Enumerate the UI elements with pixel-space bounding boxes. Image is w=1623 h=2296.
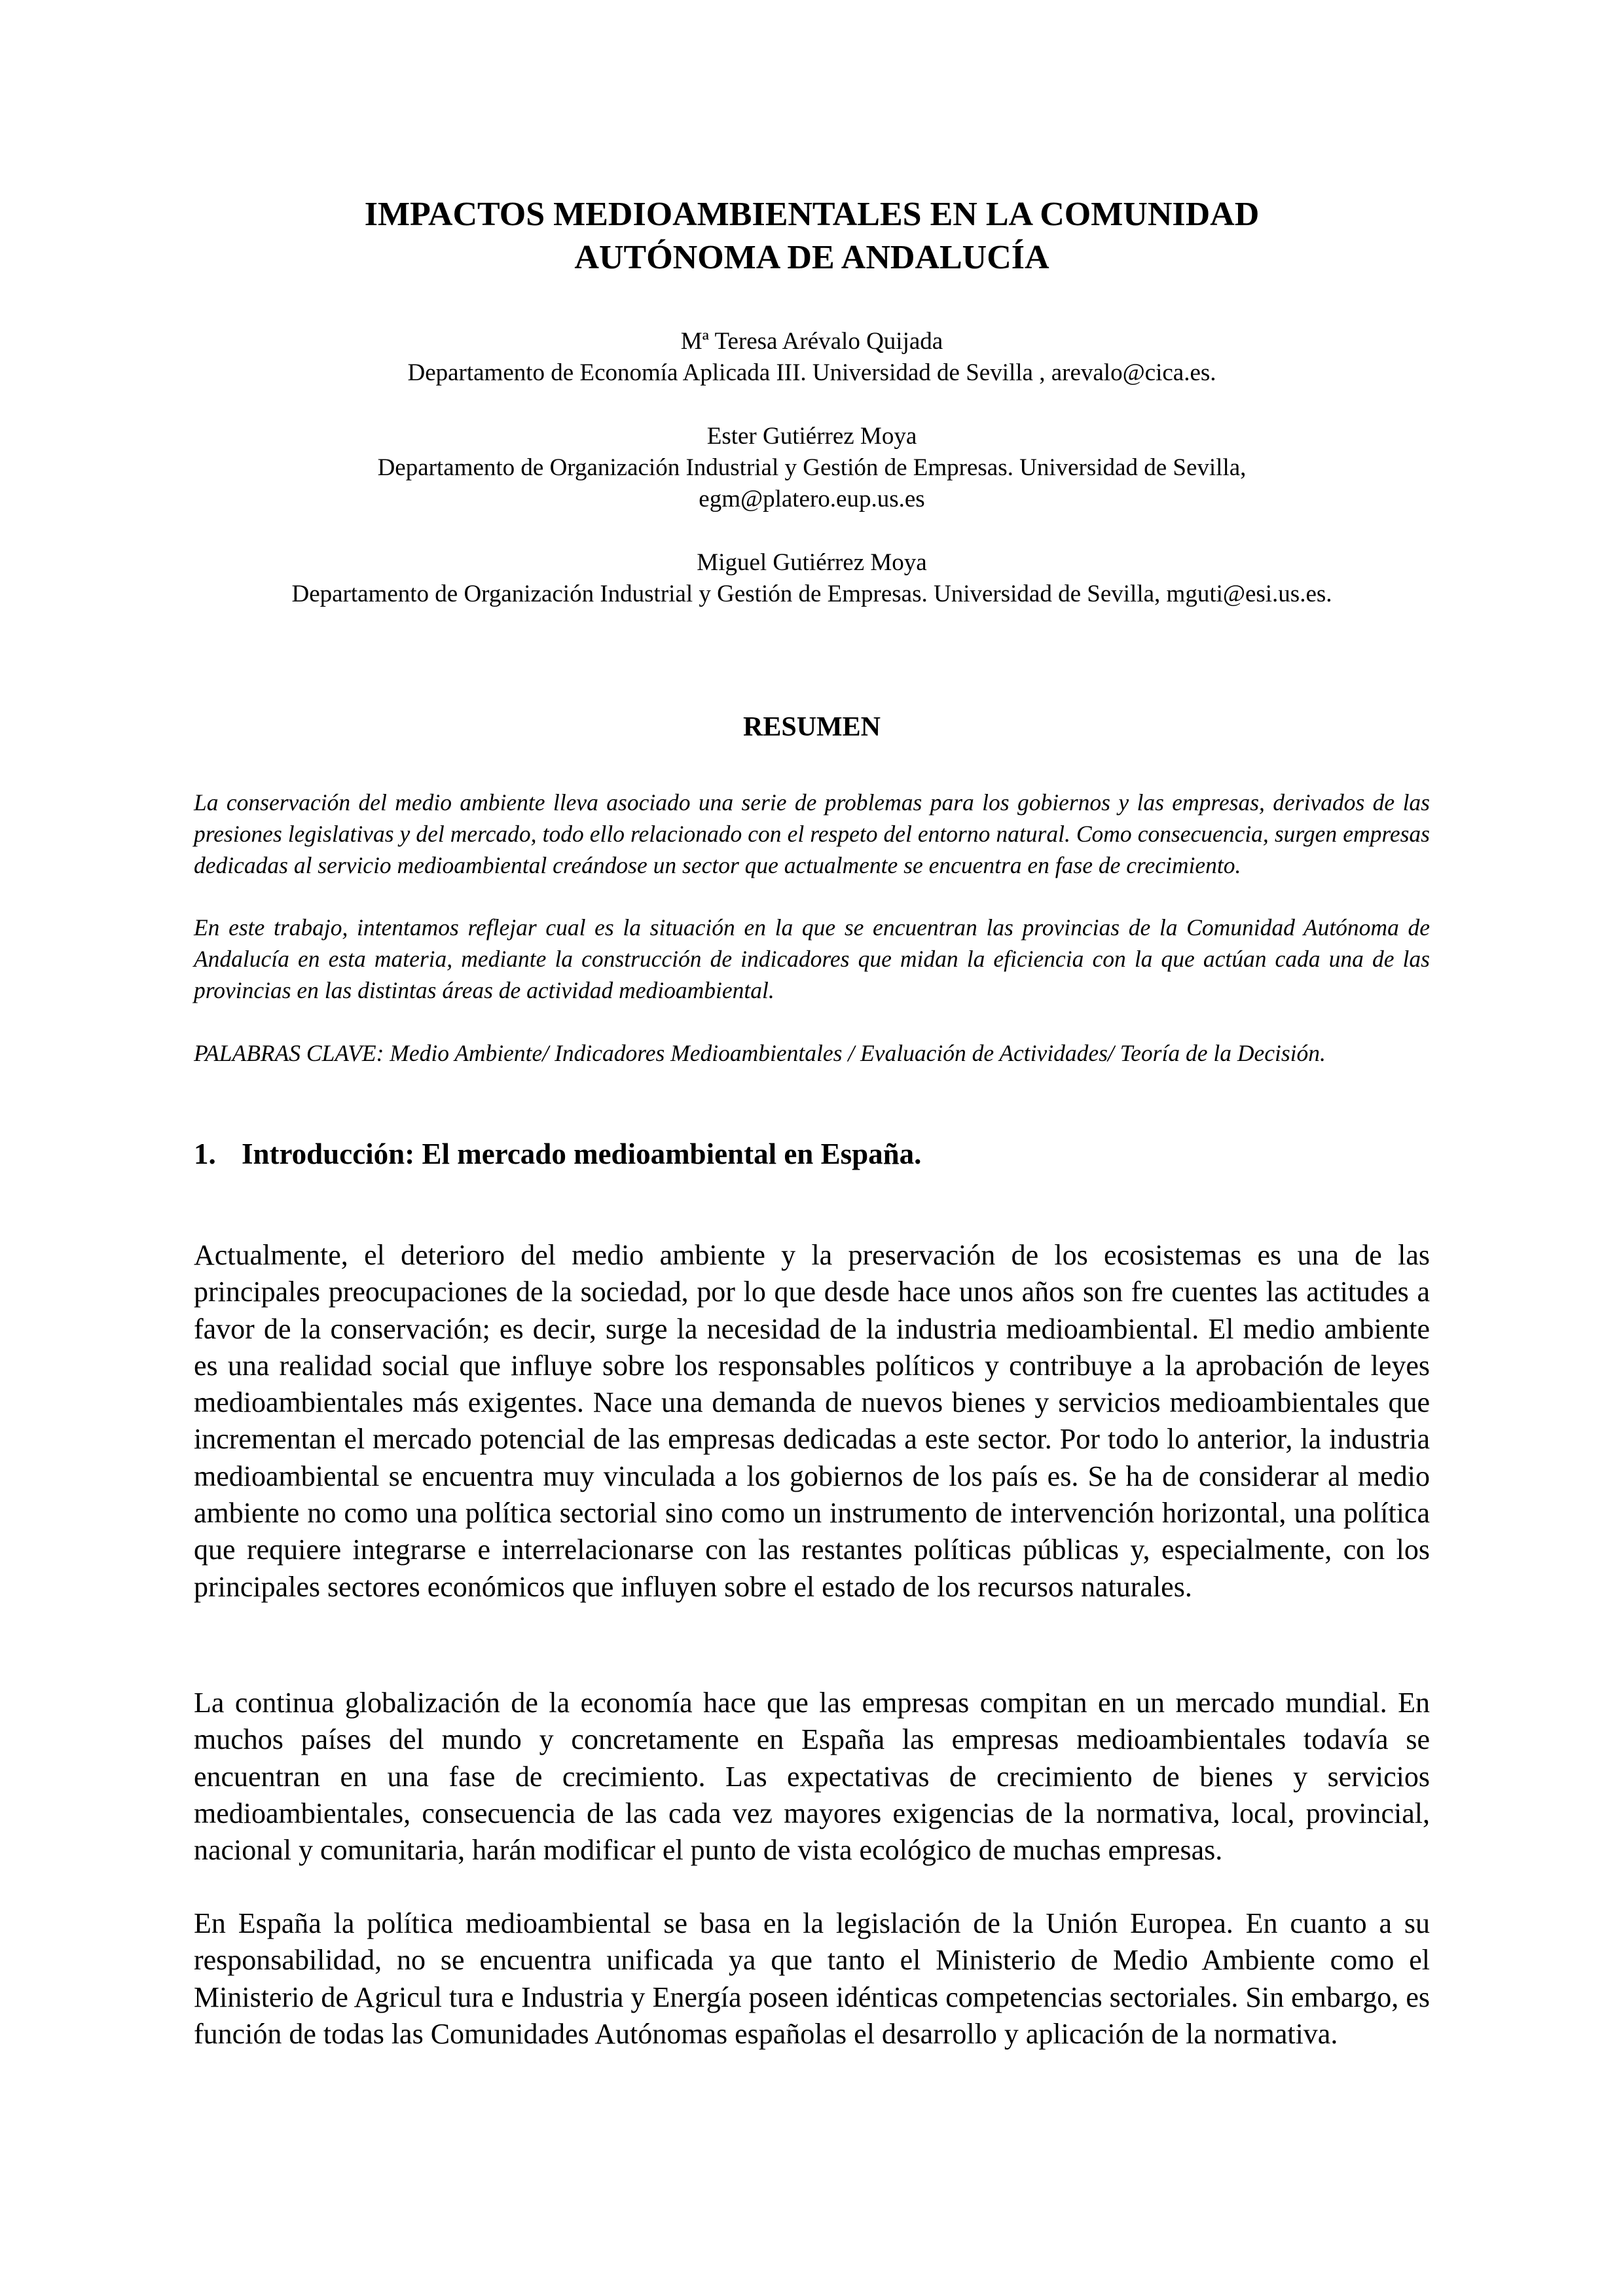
author-block-2 — [131, 421, 1493, 515]
body-paragraph-1: Actualmente, el deterioro del medio ambiente y la preservación de los ecosistemas es una de las principales preocupaciones de la sociedad, por lo que desde hace unos años son fre cuentes las actitudes a favor de la conservación; es decir, surge la necesidad de la industria medioambiental. El medio ambiente es una realidad social que influye sobre los responsables políticos y contribuye a la aprobación de leyes medioambientales más exigentes. Nace una demanda de nuevos bienes y servicios medioambientales que incrementan el mercado potencial de las empresas dedicadas a este sector. Por todo lo anterior, la industria medioambiental se encuentra muy vinculada a los gobiernos de los país es. Se ha de considerar al medio ambiente no como una política sectorial sino como un instrumento de intervención horizontal, una política que requiere integrarse e interrelacionarse con las restantes políticas públicas y, especialmente, con los principales sectores económicos que influyen sobre el estado de los recursos naturales. — [194, 1239, 1430, 1603]
section-number: 1. — [194, 1138, 216, 1170]
author-name: Mª Teresa Arévalo Quijada — [680, 328, 943, 355]
paper-title-line-1: IMPACTOS MEDIOAMBIENTALES EN LA COMUNIDAD — [364, 196, 1260, 233]
abstract-paragraph-1: La conservación del medio ambiente lleva asociado una serie de problemas para los gobiernos y las empresas, derivados de las presiones legislativas y del mercado, todo ello relacionado con el respeto del entorno natural. Como consecuencia, surgen empresas dedicadas al servicio medioambiental creándose un sector que actualmente se encuentra en fase de crecimiento. — [194, 789, 1430, 878]
author-name: Miguel Gutiérrez Moya — [697, 549, 927, 576]
author-affiliation: Departamento de Economía Aplicada III. Universidad de Sevilla , arevalo@cica.es. — [407, 359, 1216, 386]
author-block-1 — [131, 326, 1493, 389]
body-paragraph-2: La continua globalización de la economía hace que las empresas compitan en un mercado mundial. En muchos países del mundo y concretamente en España las empresas medioambientales todavía se encuentran en una fase de crecimiento. Las expectativas de crecimiento de bienes y servicios medioambientales, consecuencia de las cada vez mayores exigencias de la normativa, local, provincial, nacional y comunitaria, harán modificar el punto de vista ecológico de muchas empresas. — [194, 1687, 1430, 1867]
body-paragraph-3: En España la política medioambiental se basa en la legislación de la Unión Europea. En cuanto a su responsabilidad, no se encuentra unificada ya que tanto el Ministerio de Medio Ambiente como el Ministerio de Agricul tura e Industria y Energía poseen idénticas competencias sectoriales. Sin embargo, es función de todas las Comunidades Autónomas españolas el desarrollo y aplicación de la normativa. — [194, 1907, 1430, 2050]
author-name: Ester Gutiérrez Moya — [706, 423, 917, 450]
author-block-3 — [131, 547, 1493, 610]
section-title: Introducción: El mercado medioambiental en España. — [242, 1138, 922, 1170]
author-affiliation: Departamento de Organización Industrial y Gestión de Empresas. Universidad de Sevilla, mguti@esi.us.es. — [291, 581, 1332, 607]
author-affiliation: Departamento de Organización Industrial y Gestión de Empresas. Universidad de Sevilla, — [377, 454, 1247, 481]
paper-title — [196, 193, 1427, 279]
abstract-paragraph-2: En este trabajo, intentamos reflejar cual es la situación en la que se encuentran las provincias de la Comunidad Autónoma de Andalucía en esta materia, mediante la construcción de indicadores que midan la eficiencia con la que actúan cada una de las provincias en las distintas áreas de actividad medioambiental. — [194, 914, 1430, 1003]
section-1-heading — [194, 1136, 921, 1172]
keywords: PALABRAS CLAVE: Medio Ambiente/ Indicadores Medioambientales / Evaluación de Actividades/ Teoría de la Decisión. — [194, 1040, 1326, 1066]
paper-title-line-2: AUTÓNOMA DE ANDALUCÍA — [574, 239, 1049, 276]
author-email: egm@platero.eup.us.es — [699, 486, 925, 512]
abstract-heading: RESUMEN — [742, 712, 881, 742]
